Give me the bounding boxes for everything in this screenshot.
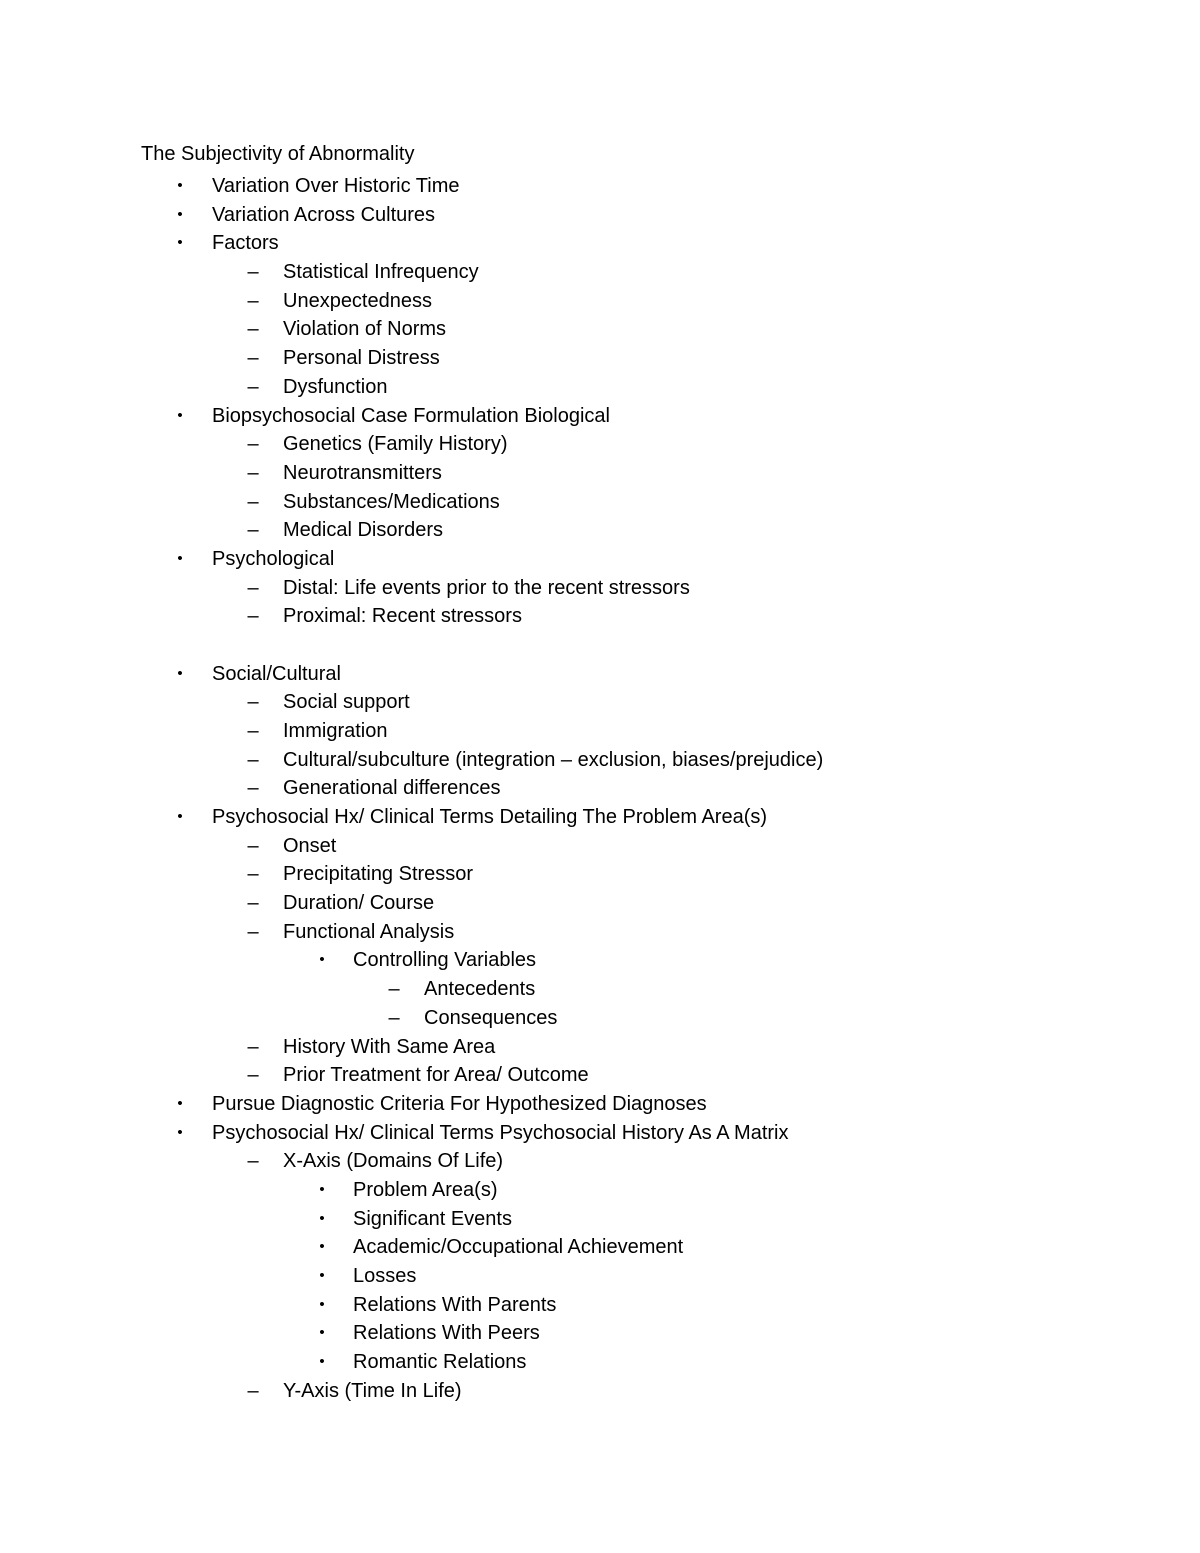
outline-item-text: Dysfunction [283, 375, 388, 398]
outline-item-text: Academic/Occupational Achievement [353, 1236, 684, 1259]
bullet-icon: • [177, 664, 183, 682]
outline-item-text: Losses [353, 1265, 417, 1288]
outline-item-text: Unexpectedness [283, 289, 432, 312]
outline-item-text: Relations With Parents [353, 1293, 557, 1316]
outline-item-text: Functional Analysis [283, 920, 455, 943]
bullet-icon: • [177, 234, 183, 252]
dash-icon: – [388, 1006, 400, 1029]
dash-icon: – [247, 433, 259, 456]
dash-icon: – [247, 318, 259, 341]
dash-icon: – [388, 978, 400, 1001]
dash-icon: – [247, 1379, 259, 1402]
outline-item-text: Pursue Diagnostic Criteria For Hypothesized Diagnoses [212, 1092, 707, 1115]
bullet-icon: • [319, 1353, 325, 1371]
dash-icon: – [247, 834, 259, 857]
bullet-icon: • [319, 1267, 325, 1285]
outline-item-text: Psychological [212, 547, 335, 570]
dash-icon: – [247, 1035, 259, 1058]
outline-item-text: Antecedents [424, 978, 536, 1001]
bullet-icon: • [319, 1209, 325, 1227]
dash-icon: – [247, 519, 259, 542]
outline-item-text: Neurotransmitters [283, 461, 442, 484]
dash-icon: – [247, 748, 259, 771]
dash-icon: – [247, 892, 259, 915]
outline-item-text: Factors [212, 232, 279, 255]
outline-item-text: Variation Across Cultures [212, 203, 436, 226]
outline-item-text: Duration/ Course [283, 892, 435, 915]
bullet-icon: • [177, 177, 183, 194]
outline-item-text: Relations With Peers [353, 1322, 540, 1345]
dash-icon: – [247, 605, 259, 628]
outline-item-text: Distal: Life events prior to the recent stressors [283, 576, 690, 599]
outline-item-text: Generational differences [283, 777, 501, 800]
bullet-icon: • [319, 1295, 325, 1313]
outline-item-text: Romantic Relations [353, 1351, 527, 1374]
outline-item-text: Y-Axis (Time In Life) [283, 1379, 462, 1402]
outline-item-text: Variation Over Historic Time [212, 175, 460, 197]
outline-item-text: Significant Events [353, 1207, 512, 1230]
dash-icon: – [247, 719, 259, 742]
outline-item-text: Consequences [424, 1006, 558, 1029]
dash-icon: – [247, 347, 259, 370]
dash-icon: – [247, 1150, 259, 1173]
outline-item-text: Psychosocial Hx/ Clinical Terms Detailing The Problem Area(s) [212, 806, 768, 829]
outline-item-text: Medical Disorders [283, 519, 444, 542]
outline-item-text: Social/Cultural [212, 662, 341, 685]
dash-icon: – [247, 576, 259, 599]
bullet-icon: • [177, 406, 183, 424]
dash-icon: – [247, 777, 259, 800]
outline-item-text: Proximal: Recent stressors [283, 605, 522, 628]
bullet-icon: • [319, 1238, 325, 1256]
outline-item-text: Social support [283, 691, 410, 714]
dash-icon: – [247, 863, 259, 886]
outline-item-text: History With Same Area [283, 1035, 496, 1058]
outline-item-text: Immigration [283, 719, 388, 742]
outline-item-text: X-Axis (Domains Of Life) [283, 1150, 504, 1173]
dash-icon: – [247, 920, 259, 943]
dash-icon: – [247, 261, 259, 284]
outline-item-text: Cultural/subculture (integration – exclusion, biases/prejudice) [283, 748, 824, 771]
outline-item-text: Violation of Norms [283, 318, 447, 341]
outline-item-text: Substances/Medications [283, 490, 500, 513]
outline-item-text: Prior Treatment for Area/ Outcome [283, 1064, 589, 1087]
outline-item-text: Problem Area(s) [353, 1178, 498, 1201]
document-title: The Subjectivity of Abnormality [141, 143, 415, 165]
dash-icon: – [247, 375, 259, 398]
dash-icon: – [247, 691, 259, 714]
bullet-icon: • [177, 1123, 183, 1141]
outline-item-text: Controlling Variables [353, 949, 537, 972]
dash-icon: – [247, 289, 259, 312]
outline-item-text: Biopsychosocial Case Formulation Biological [212, 404, 610, 427]
dash-icon: – [247, 490, 259, 513]
bullet-icon: • [319, 1180, 325, 1198]
dash-icon: – [247, 1064, 259, 1087]
outline-item-text: Personal Distress [283, 347, 440, 370]
outline-item-text: Statistical Infrequency [283, 261, 479, 284]
bullet-icon: • [177, 1094, 183, 1112]
outline-item-text: Genetics (Family History) [283, 433, 508, 456]
dash-icon: – [247, 461, 259, 484]
outline-item-text: Psychosocial Hx/ Clinical Terms Psychosocial History As A Matrix [212, 1121, 789, 1144]
bullet-icon: • [177, 549, 183, 567]
outline-item-text: Onset [283, 834, 337, 857]
bullet-icon: • [319, 951, 325, 969]
bullet-icon: • [319, 1324, 325, 1342]
outline-item-text: Precipitating Stressor [283, 863, 474, 886]
bullet-icon: • [177, 205, 183, 223]
bullet-icon: • [177, 808, 183, 826]
